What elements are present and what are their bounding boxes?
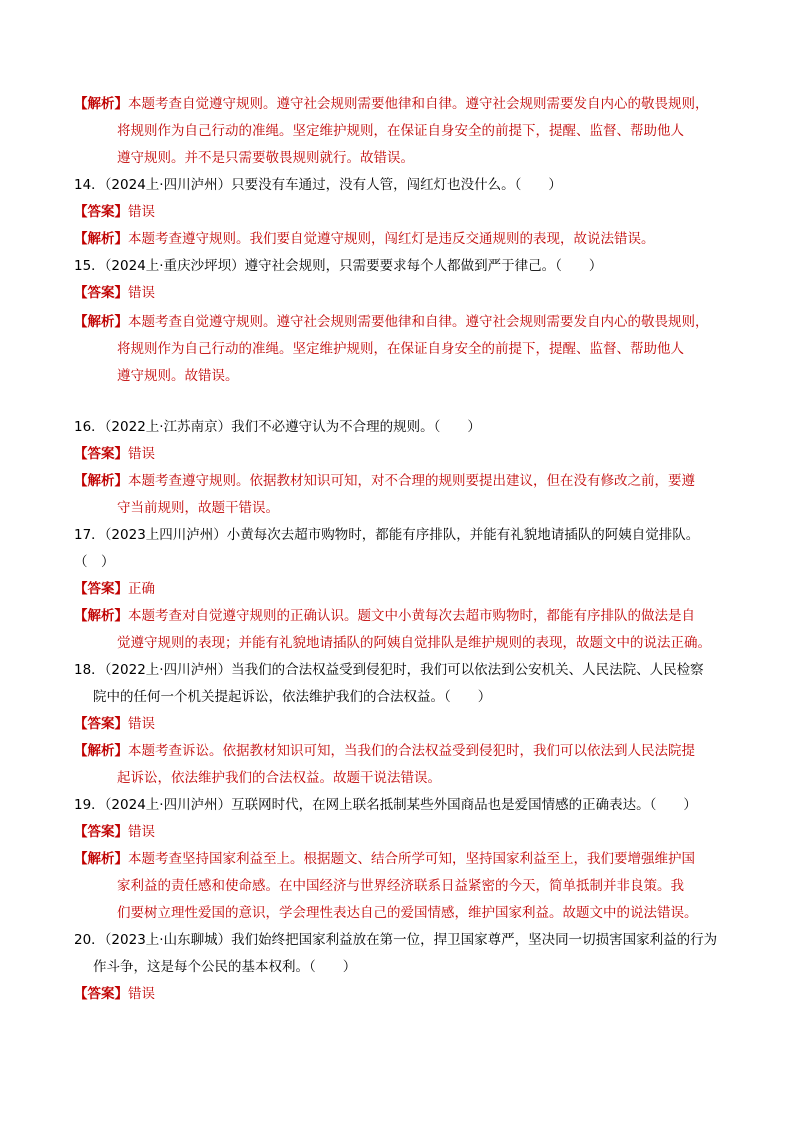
analysis-text: 遵守规则。故错误。 xyxy=(117,368,239,384)
answer-label: 【答案】 xyxy=(74,446,128,462)
analysis-text: 将规则作为自己行动的准绳。坚定维护规则，在保证自身安全的前提下，提醒、监督、帮助他人 xyxy=(117,341,684,357)
analysis-text: 本题考查自觉遵守规则。遵守社会规则需要他律和自律。遵守社会规则需要发自内心的敬畏规则， xyxy=(128,96,709,112)
answer-label: 【答案】 xyxy=(74,581,128,597)
analysis-text: 本题考查遵守规则。依据教材知识可知，对不合理的规则要提出建议，但在没有修改之前，要遵 xyxy=(128,473,695,489)
analysis-text: 们要树立理性爱国的意识，学会理性表达自己的爱国情感，维护国家利益。故题文中的说法错误。 xyxy=(117,905,698,921)
answer-label: 【答案】 xyxy=(74,285,128,301)
analysis-text: 将规则作为自己行动的准绳。坚定维护规则，在保证自身安全的前提下，提醒、监督、帮助他人 xyxy=(117,123,684,139)
analysis-label: 【解析】 xyxy=(74,314,128,330)
answer-label: 【答案】 xyxy=(74,824,128,840)
analysis-text: 本题考查自觉遵守规则。遵守社会规则需要他律和自律。遵守社会规则需要发自内心的敬畏规则， xyxy=(128,314,709,330)
answer-line xyxy=(74,284,155,303)
analysis-line xyxy=(74,850,695,869)
answer-line xyxy=(74,445,155,464)
analysis-line xyxy=(74,472,695,491)
answer-value: 正确 xyxy=(128,581,155,597)
question-20-cont: 作斗争，这是每个公民的基本权利。（ ） xyxy=(93,959,357,975)
answer-value: 错误 xyxy=(128,285,155,301)
analysis-line xyxy=(74,607,695,626)
answer-value: 错误 xyxy=(128,446,155,462)
answer-line xyxy=(74,823,155,842)
answer-label: 【答案】 xyxy=(74,716,128,732)
analysis-text: 本题考查遵守规则。我们要自觉遵守规则，闯红灯是违反交通规则的表现，故说法错误。 xyxy=(128,231,655,247)
answer-line xyxy=(74,985,155,1004)
analysis-label: 【解析】 xyxy=(74,231,128,247)
analysis-text: 起诉讼，依法维护我们的合法权益。故题干说法错误。 xyxy=(117,770,441,786)
analysis-text: 遵守规则。并不是只需要敬畏规则就行。故错误。 xyxy=(117,150,414,166)
question-16: 16．（2022上·江苏南京）我们不必遵守认为不合理的规则。（ ） xyxy=(74,419,481,435)
question-18: 18．（2022上·四川泸州）当我们的合法权益受到侵犯时，我们可以依法到公安机关、人民法院、人民检察 xyxy=(74,662,704,678)
answer-label: 【答案】 xyxy=(74,986,128,1002)
analysis-text: 本题考查诉讼。依据教材知识可知，当我们的合法权益受到侵犯时，我们可以依法到人民法院提 xyxy=(128,743,695,759)
answer-value: 错误 xyxy=(128,204,155,220)
answer-value: 错误 xyxy=(128,716,155,732)
analysis-line xyxy=(74,742,695,761)
analysis-text: 守当前规则，故题干错误。 xyxy=(117,500,279,516)
analysis-line xyxy=(74,313,709,332)
question-18-cont: 院中的任何一个机关提起诉讼，依法维护我们的合法权益。（ ） xyxy=(93,689,492,705)
analysis-text: 本题考查坚持国家利益至上。根据题文、结合所学可知，坚持国家利益至上，我们要增强维护国 xyxy=(128,851,695,867)
question-15: 15．（2024上·重庆沙坪坝）遵守社会规则，只需要要求每个人都做到严于律己。（ ） xyxy=(74,258,603,274)
analysis-label: 【解析】 xyxy=(74,608,128,624)
analysis-label: 【解析】 xyxy=(74,851,128,867)
answer-line xyxy=(74,203,155,222)
question-20: 20．（2023上·山东聊城）我们始终把国家利益放在第一位，捍卫国家尊严，坚决同一切损害国家利益的行为 xyxy=(74,932,718,948)
answer-label: 【答案】 xyxy=(74,204,128,220)
analysis-line xyxy=(74,230,655,249)
question-17-cont: （ ） xyxy=(74,554,115,570)
analysis-label: 【解析】 xyxy=(74,743,128,759)
analysis-text: 觉遵守规则的表现；并能有礼貌地请插队的阿姨自觉排队是维护规则的表现，故题文中的说法正确。 xyxy=(117,635,711,651)
answer-line xyxy=(74,715,155,734)
answer-line xyxy=(74,580,155,599)
analysis-label: 【解析】 xyxy=(74,96,128,112)
analysis-label: 【解析】 xyxy=(74,473,128,489)
answer-value: 错误 xyxy=(128,986,155,1002)
analysis-line xyxy=(74,95,709,114)
question-19: 19．（2024上·四川泸州）互联网时代，在网上联名抵制某些外国商品也是爱国情感的正确表达。（ ） xyxy=(74,797,697,813)
analysis-text: 家利益的责任感和使命感。在中国经济与世界经济联系日益紧密的今天，简单抵制并非良策。我 xyxy=(117,878,684,894)
question-17: 17．（2023上四川泸州）小黄每次去超市购物时，都能有序排队，并能有礼貌地请插队的阿姨自觉排队。 xyxy=(74,527,700,543)
answer-value: 错误 xyxy=(128,824,155,840)
analysis-text: 本题考查对自觉遵守规则的正确认识。题文中小黄每次去超市购物时，都能有序排队的做法是自 xyxy=(128,608,695,624)
question-14: 14．（2024上·四川泸州）只要没有车通过，没有人管，闯红灯也没什么。（ ） xyxy=(74,177,562,193)
